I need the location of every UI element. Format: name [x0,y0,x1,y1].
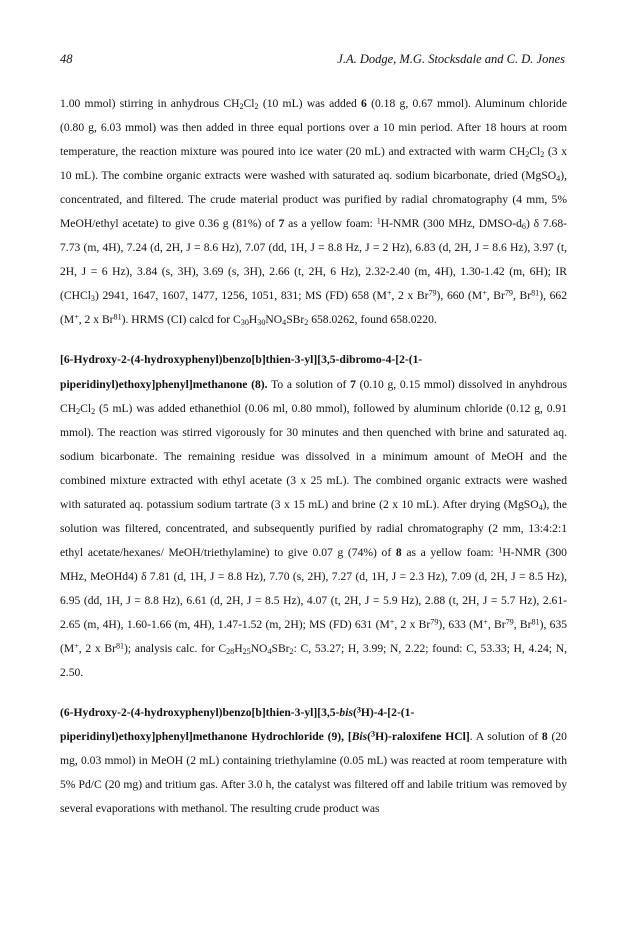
body-text [60,92,567,837]
compound-8-heading: [6-Hydroxy-2-(4-hydroxyphenyl)benzo[b]thien-3-yl][3,5-dibromo-4-[2-(1-piperidinyl)ethoxy]phenyl]methanone (8). [60,353,423,391]
compound-9-heading: (6-Hydroxy-2-(4-hydroxyphenyl)benzo[b]thien-3-yl][3,5-bis($^3$H)-4-[2-(1-piperidinyl)ethoxy]phenyl]methanone Hydrochloride (9), [Bis($^3$H)-raloxifene HCl] [60,705,470,744]
paragraph-compound-7-procedure: 1.00 mmol) stirring in anhydrous $CH_2Cl_2$ (10 mL) was added 6 (0.18 g, 0.67 mmol). Aluminum chloride (0.80 g, 6.03 mmol) was then added in three equal portions over a 10 min period. After 18 hours at room temperature, the reaction mixture was poured into ice water (20 mL) and extracted with warm $CH_2Cl_2$ (3 x 10 mL). The combine organic extracts were washed with saturated aq. sodium bicarbonate, dried (MgSO$_4$), concentrated, and filtered. The crude material product was purified by radial chromatography (4 mm, 5% MeOH/ethyl acetate) to give 0.36 g (81%) of 7 as a yellow foam: $^1$H-NMR (300 MHz, DMSO-$d_6$) δ 7.68-7.73 (m, 4H), 7.24 (d, 2H, J = 8.6 Hz), 7.07 (dd, 1H, J = 8.8 Hz, J = 2 Hz), 6.83 (d, 2H, J = 8.6 Hz), 3.97 (t, 2H, J = 6 Hz), 3.84 (s, 3H), 3.69 (s, 3H), 2.66 (t, 2H, 6 Hz), 2.32-2.40 (m, 4H), 1.30-1.42 (m, 6H); IR (CHCl$_3$) 2941, 1647, 1607, 1477, 1256, 1051, 831; MS (FD) 658 (M+, 2 x Br$^{79}$), 660 (M+, Br$^{79}$, Br$^{81}$), 662 (M+, 2 x Br$^{81}$). HRMS (CI) calcd for $C_{30}H_{30}NO_4SBr_2$ 658.0262, found 658.0220. [60,97,568,328]
paragraph-compound-8-procedure: [6-Hydroxy-2-(4-hydroxyphenyl)benzo[b]thien-3-yl][3,5-dibromo-4-[2-(1-piperidinyl)ethoxy]phenyl]methanone (8). To a solution of 7 (0.10 g, 0.15 mmol) dissolved in anyhdrous $CH_2Cl_2$ (5 mL) was added ethanethiol (0.06 ml, 0.80 mmol), followed by aluminum chloride (0.12 g, 0.91 mmol). The reaction was stirred vigorously for 30 minutes and then quenched with brine and saturated aq. sodium bicarbonate. The remaining residue was dissolved in a minimum amount of MeOH and the combined mixture extracted with ethyl acetate (3 x 25 mL). The combined organic extracts were washed with saturated aq. potassium sodium tartrate (3 x 15 mL) and brine (2 x 10 mL). After drying (MgSO$_4$), the solution was filtered, concentrated, and subsequently purified by radial chromatography (2 mm, 13:4:2:1 ethyl acetate/hexanes/ MeOH/triethylamine) to give 0.07 g (74%) of 8 as a yellow foam: $^1$H-NMR (300 MHz, MeOHd4) δ 7.81 (d, 1H, J = 8.8 Hz), 7.70 (s, 2H), 7.27 (d, 1H, J = 2.3 Hz), 7.09 (d, 2H, J = 8.5 Hz), 6.95 (dd, 1H, J = 8.8 Hz), 6.61 (d, 2H, J = 8.5 Hz), 4.07 (t, 2H, J = 5.9 Hz), 2.88 (t, 2H, J = 5.7 Hz), 2.61-2.65 (m, 4H), 1.60-1.66 (m, 4H), 1.47-1.52 (m, 2H); MS (FD) 631 (M+, 2 x Br$^{79}$), 633 (M+, Br$^{79}$, Br$^{81}$), 635 (M+, 2 x Br$^{81}$); analysis calc. for $C_{28}H_{25}NO_4SBr_2$: C, 53.27; H, 3.99; N, 2.22; found: C, 53.33; H, 4.24; N, 2.50. [60,353,568,680]
page-number: 48 [60,52,73,66]
running-header-authors: J.A. Dodge, M.G. Stocksdale and C. D. Jones [337,52,565,66]
paragraph-compound-9-procedure: (6-Hydroxy-2-(4-hydroxyphenyl)benzo[b]thien-3-yl][3,5-bis($^3$H)-4-[2-(1-piperidinyl)ethoxy]phenyl]methanone Hydrochloride (9), [Bis($^3$H)-raloxifene HCl]. A solution of 8 (20 mg, 0.03 mmol) in MeOH (2 mL) containing triethylamine (0.05 mL) was reacted at room temperature with 5% Pd/C (20 mg) and tritium gas. After 3.0 h, the catalyst was filtered off and labile tritium was removed by several evaporations with methanol. The resulting crude product was [60,705,567,816]
